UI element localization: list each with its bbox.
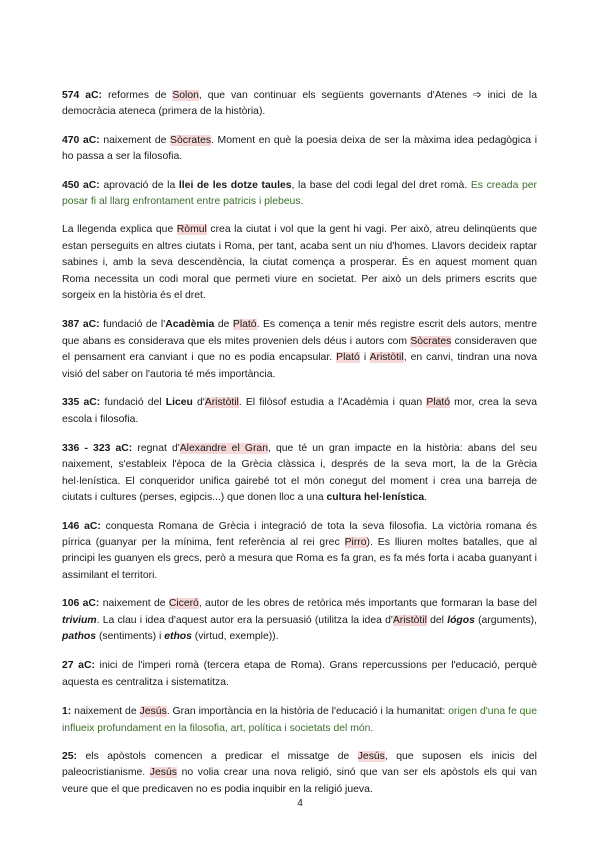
highlighted-name: Solon (172, 90, 199, 101)
bold-term: llei de les dotze taules (178, 179, 292, 191)
highlighted-name: Jesús (139, 706, 167, 718)
italic-term: lógos (447, 614, 475, 626)
highlighted-name: Jesús (149, 767, 177, 779)
entry-text: aprovació de la (99, 179, 179, 191)
timeline-entry (62, 441, 537, 507)
entry-text: . Gran importància en la història de l'educació i la humanitat: (166, 706, 449, 718)
highlighted-name: Plató (426, 397, 451, 409)
entry-text: regnat d' (132, 442, 180, 454)
timeline-entry (62, 596, 537, 645)
entry-text: naixement de (99, 598, 169, 610)
bold-term: cultura hel·lenística (326, 492, 425, 504)
highlighted-name: Aristòtil (204, 397, 239, 409)
bold-term: Liceu (165, 397, 193, 409)
italic-term: ethos (164, 630, 192, 642)
green-note: origen d'una fe que influeix profundament en la filosofia, art, política i societats del món. (62, 706, 537, 734)
timeline-entry (62, 658, 537, 691)
entry-text: . Moment en què la poesia deixa de ser la màxima idea pedagògica i ho passa a ser la filosofia. (62, 134, 538, 163)
entry-text: inici de l'imperi romà (tercera etapa de Roma). Grans repercussions per l'educació, perquè aquesta es centralitza i sistematitza. (62, 660, 537, 688)
italic-term: trivium (62, 614, 97, 626)
entry-date: 336 - 323 aC: (62, 442, 133, 454)
entry-date: 146 aC: (62, 520, 101, 532)
entry-text: . Es comença a tenir més registre escrit dels autors, mentre que abans es considerava que els mites provenien dels déus i autors com (62, 319, 538, 347)
timeline-entry (62, 178, 537, 211)
entry-text: els apòstols comencen a predicar el missatge de (77, 751, 358, 762)
entry-text: , que té un gran impacte en la història: abans del seu naixement, s'estableix l'època de la Grècia clàssica i, després de la seva mort, la de la Grècia hel·lenística. El conqueridor unifica gairebé tot el món conegut del moment i crea una barreja de ciutats i cultures (perses, egipcis...) que donen lloc a una (62, 442, 537, 504)
highlighted-name: Plató (232, 319, 257, 331)
entry-text: (virtud, exemple)). (191, 630, 279, 642)
timeline-entry (62, 317, 537, 383)
entry-text: . La clau i idea d'aquest autor era la persuasió (utilitza la idea d' (96, 614, 393, 626)
entry-text: (arguments), (474, 614, 537, 626)
timeline-entry (62, 222, 537, 304)
entry-text: , autor de les obres de retòrica més importants que formaran la base del (198, 598, 537, 610)
entry-text: i (359, 352, 370, 364)
entry-text: , en canvi, tindran una nova visió del saber on l'autoria té més importància. (62, 352, 537, 380)
timeline-entry (62, 704, 537, 737)
entry-text: reformes de (102, 90, 173, 101)
entry-text: crea la ciutat i vol que la gent hi vagi. Per això, atreu delinqüents que estan perseguits en altres ciutats i Roma, per tant, acaba sent un niu d'homes. Llavors decideix raptar sabines i, amb la seva descendència, la ciutat comença a prosperar. És en aquest moment quan Roma necessita un codi moral que permeti viure en societat. Per això un dels primers escrits que sorgeix en la història és el dret. (62, 224, 538, 302)
entry-text: . (424, 492, 428, 504)
timeline-entry (62, 749, 537, 798)
entry-text: no volia crear una nova religió, sinó que van ser els apòstols els qui van veure que el que predicaven no es podia inquibir en la religió jueva. (62, 767, 537, 795)
entry-text: naixement de (99, 134, 171, 146)
timeline-entry (62, 519, 537, 585)
entry-text: d' (192, 397, 205, 409)
entry-text: , la base del codi legal del dret romà. (291, 179, 471, 191)
highlighted-name: Pirro (344, 536, 367, 548)
timeline-entry (62, 88, 537, 121)
highlighted-name: Alexandre el Gran (179, 442, 268, 454)
highlighted-name: Plató (336, 352, 360, 364)
entry-text: mor, crea la seva escola i filosofia. (62, 397, 537, 425)
bold-term: Acadèmia (165, 319, 215, 331)
entry-text: fundació del (100, 397, 166, 409)
entry-date: 1: (62, 706, 72, 718)
entry-text: La llegenda explica que (62, 224, 177, 236)
italic-term: pathos (62, 630, 97, 642)
timeline-entry (62, 395, 537, 428)
entry-text: fundació de l' (99, 319, 166, 331)
page-number: 4 (297, 798, 303, 809)
green-note: Es creada per posar fi al llarg enfrontament entre patricis i plebeus. (62, 179, 537, 208)
entry-date: 106 aC: (62, 598, 100, 610)
entry-date: 574 aC: (62, 90, 103, 101)
entry-text: consideraven que el pensament era canviant i que no es podia encapsular. (62, 335, 537, 364)
entry-text: conquesta Romana de Grècia i integració de tota la seva filosofia. La victòria romana és pírrica (guanyar per la mínima, fent referència al rei grec (62, 520, 537, 548)
highlighted-name: Sòcrates (410, 335, 452, 347)
entry-text: . El filòsof estudia a l'Acadèmia i quan (238, 397, 427, 409)
highlighted-name: Ròmul (176, 224, 207, 236)
entry-text: , que suposen els inicis del paleocristianisme. (62, 751, 537, 779)
entry-date: 387 aC: (62, 319, 100, 331)
timeline-entry (62, 133, 537, 166)
highlighted-name: Sòcrates (170, 134, 212, 146)
entry-date: 335 aC: (62, 397, 101, 409)
highlighted-name: Aristòtil (392, 614, 427, 626)
entry-date: 470 aC: (62, 134, 100, 146)
highlighted-name: Aristòtil (369, 352, 404, 364)
entry-text: , que van continuar els següents governants d'Atenes ➩ inici de la democràcia ateneca (primera de la història). (62, 90, 538, 118)
highlighted-name: Ciceró (168, 598, 199, 610)
entry-text: de (214, 319, 233, 331)
entry-text: del (426, 614, 448, 626)
entry-date: 450 aC: (62, 179, 100, 191)
entry-date: 27 aC: (62, 660, 95, 672)
entry-text: (sentiments) i (96, 630, 165, 642)
entry-text: ). Es lliuren moltes batalles, que al principi les guanyen els grecs, però a mesura que Roma es fa gran, es fa més forta i acaba guanyant i assimilant el territori. (62, 536, 538, 581)
entry-text: naixement de (71, 706, 140, 718)
entry-date: 25: (62, 751, 78, 762)
highlighted-name: Jesús (357, 751, 385, 762)
timeline-content (62, 88, 537, 810)
